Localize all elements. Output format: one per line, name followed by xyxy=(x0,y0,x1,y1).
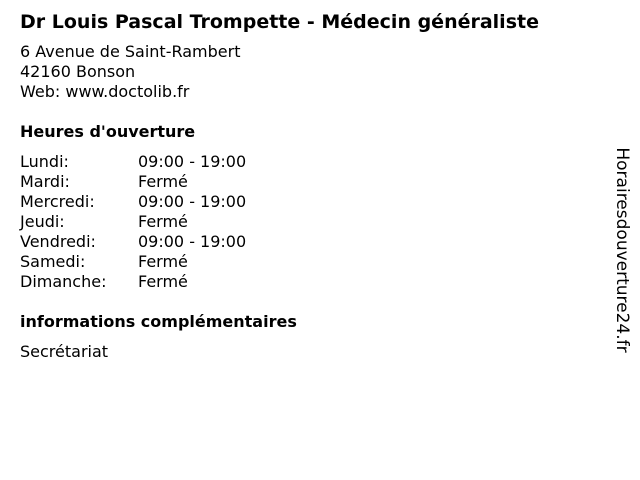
hours-table xyxy=(20,152,600,292)
extra-info-heading: informations complémentaires xyxy=(20,312,297,331)
hours-value: 09:00 - 19:00 xyxy=(138,152,247,171)
hours-row xyxy=(20,252,600,272)
page-title: Dr Louis Pascal Trompette - Médecin généraliste xyxy=(20,11,539,33)
hours-value: Fermé xyxy=(138,172,188,191)
hours-row xyxy=(20,192,600,212)
extra-info-text: Secrétariat xyxy=(20,342,109,361)
day-label: Jeudi: xyxy=(20,212,65,231)
day-label: Mercredi: xyxy=(20,192,95,211)
street-address: 6 Avenue de Saint-Rambert xyxy=(20,42,241,61)
hours-row xyxy=(20,152,600,172)
city-postcode: 42160 Bonson xyxy=(20,62,136,81)
listing-card xyxy=(20,8,600,362)
site-watermark: Horairesdouverture24.fr xyxy=(612,147,632,353)
hours-value: Fermé xyxy=(138,252,188,271)
hours-value: 09:00 - 19:00 xyxy=(138,232,247,251)
hours-row xyxy=(20,212,600,232)
day-label: Vendredi: xyxy=(20,232,96,251)
website: Web: www.doctolib.fr xyxy=(20,82,190,101)
hours-row xyxy=(20,172,600,192)
day-label: Lundi: xyxy=(20,152,69,171)
hours-row xyxy=(20,232,600,252)
day-label: Samedi: xyxy=(20,252,86,271)
hours-heading: Heures d'ouverture xyxy=(20,122,196,141)
day-label: Dimanche: xyxy=(20,272,107,291)
hours-value: Fermé xyxy=(138,272,188,291)
address-block xyxy=(20,42,600,102)
hours-value: 09:00 - 19:00 xyxy=(138,192,247,211)
hours-row xyxy=(20,272,600,292)
day-label: Mardi: xyxy=(20,172,70,191)
hours-value: Fermé xyxy=(138,212,188,231)
